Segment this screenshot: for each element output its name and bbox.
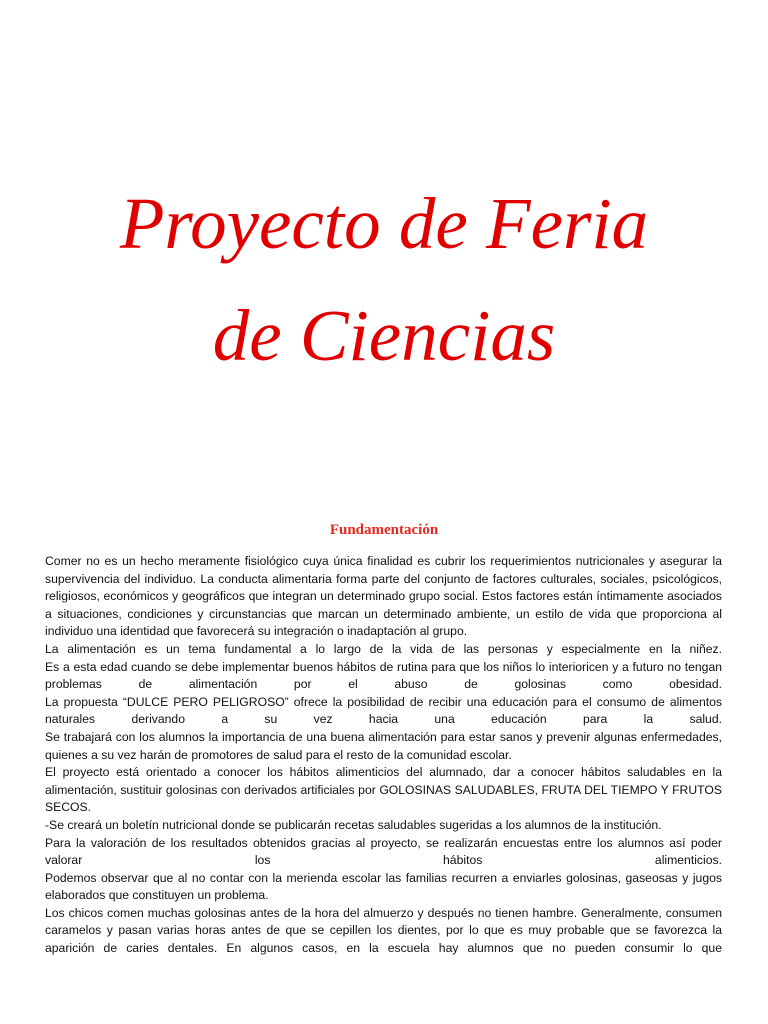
body-text xyxy=(45,553,722,958)
paragraph: Es a esta edad cuando se debe implementar buenos hábitos de rutina para que los niños lo interioricen y a futuro no tengan problemas de alimentación por el abuso de golosinas como obesidad. xyxy=(45,659,722,692)
paragraph: La propuesta “DULCE PERO PELIGROSO” ofrece la posibilidad de recibir una educación para el consumo de alimentos naturales derivando a su vez hacia una educación para la salud. xyxy=(45,694,722,727)
paragraph: Para la valoración de los resultados obtenidos gracias al proyecto, se realizarán encuestas entre los alumnos así poder valorar los hábitos alimenticios. xyxy=(45,835,722,868)
paragraph: La alimentación es un tema fundamental a lo largo de la vida de las personas y especialmente en la niñez. xyxy=(45,641,722,656)
title-line-1: Proyecto de Feria xyxy=(119,183,649,264)
paragraph: Podemos observar que al no contar con la merienda escolar las familias recurren a enviarles golosinas, gaseosas y jugos elaborados que constituyen un problema. xyxy=(45,870,722,903)
paragraph: Los chicos comen muchas golosinas antes de la hora del almuerzo y después no tienen hambre. Generalmente, consumen caramelos y pasan varias horas antes de que se cepillen los dientes, por lo que es muy probable que se favorezca la aparición de caries dentales. En algunos casos, en la escuela hay alumnos que no pueden consumir lo que xyxy=(45,905,722,956)
page-title xyxy=(30,168,738,392)
paragraph: Comer no es un hecho meramente fisiológico cuya única finalidad es cubrir los requerimientos nutricionales y asegurar la supervivencia del individuo. La conducta alimentaria forma parte del conjunto de factores culturales, sociales, psicológicos, religiosos, económicos y geográficos que integran un determinado grupo social. Estos factores están íntimamente asociados a situaciones, condiciones y circunstancias que marcan un determinado ambiente, un estilo de vida que proporciona al individuo una identidad que favorecerá su integración o inadaptación al grupo. xyxy=(45,554,722,639)
paragraph: -Se creará un boletín nutricional donde se publicarán recetas saludables sugeridas a los alumnos de la institución. xyxy=(45,817,662,832)
paragraph: El proyecto está orientado a conocer los hábitos alimenticios del alumnado, dar a conocer hábitos saludables en la alimentación, sustituir golosinas con derivados artificiales por GOLOSINAS SALUDABLES, FRUTA DEL TIEMPO Y FRUTOS SECOS. xyxy=(45,765,722,815)
title-line-2: de Ciencias xyxy=(212,295,556,376)
paragraph: Se trabajará con los alumnos la importancia de una buena alimentación para estar sanos y prevenir algunas enfermedades, quienes a su vez harán de promotores de salud para el resto de la comunidad escolar. xyxy=(45,729,722,762)
section-heading: Fundamentación xyxy=(329,522,439,538)
